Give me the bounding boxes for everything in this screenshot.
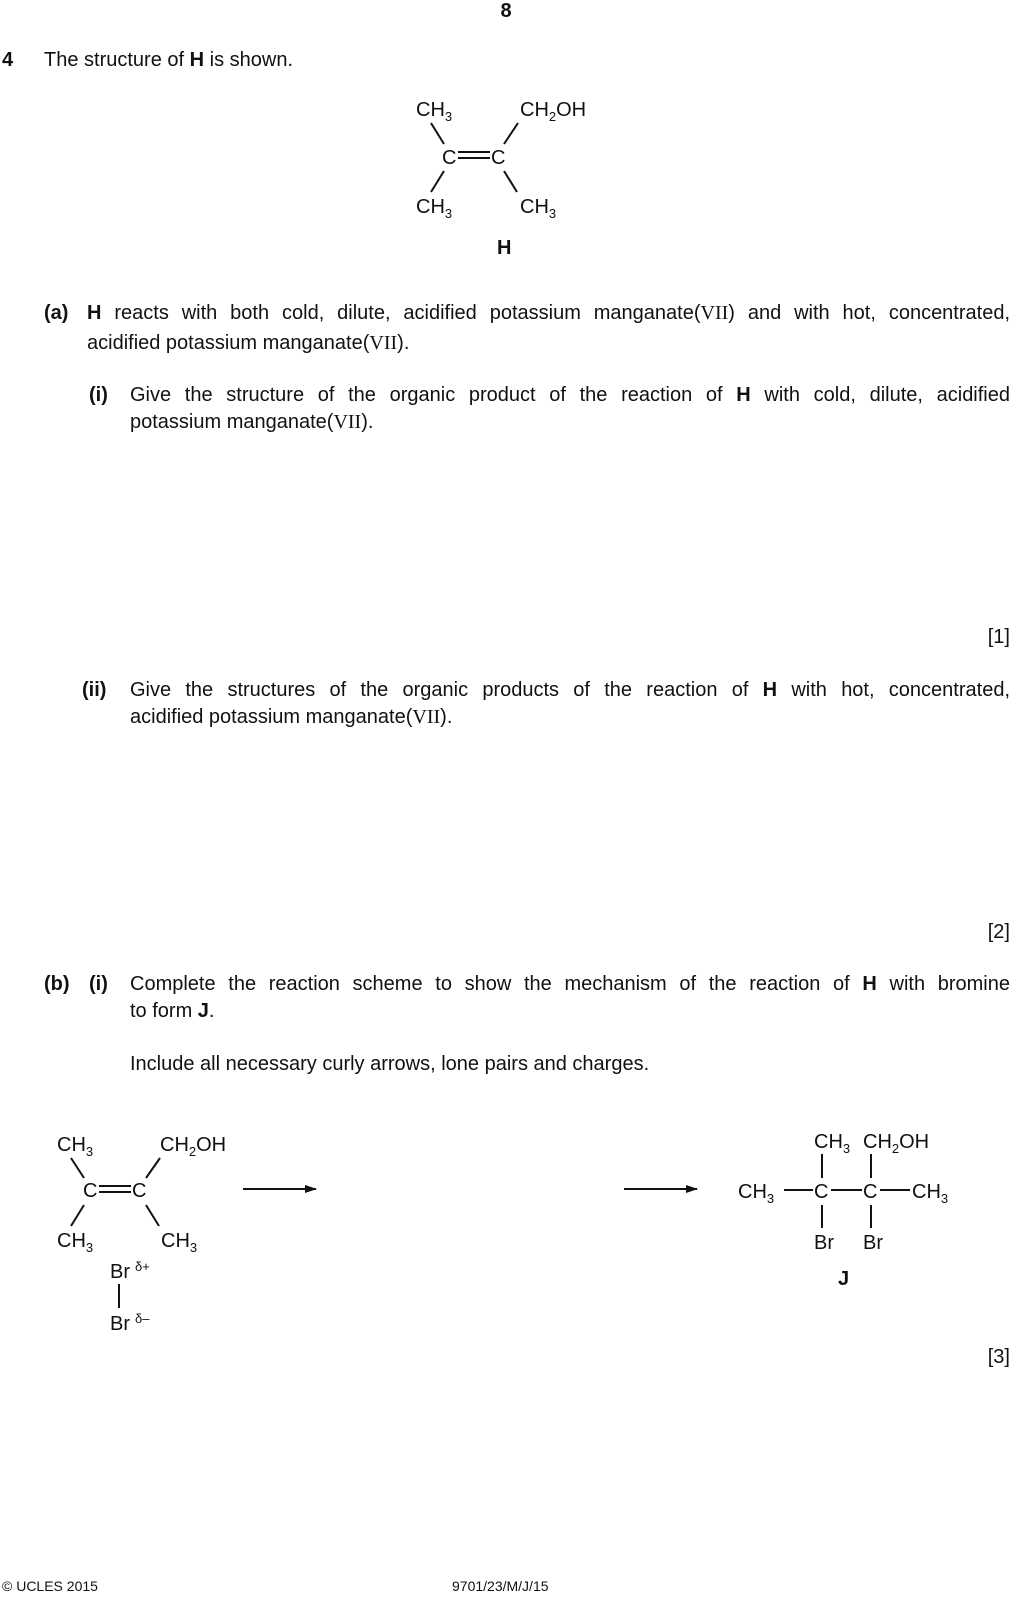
part-b-text4: . [208,1000,215,1022]
part-a-i-numeral: VII [333,411,362,433]
reactant-bond-top-right [146,1158,160,1178]
structure-h-diagram [400,88,630,263]
part-a-ii-text3: acidified potassium manganate( [130,706,413,728]
bromine-bottom: Br [110,1313,130,1335]
part-a-ii-text2: with hot, concentrated, [777,679,1010,701]
part-a-label: (a) [44,302,69,324]
h-bond-bottom-right [504,171,517,192]
part-a-text3: acidified potassium manganate( [87,332,370,354]
footer-copyright: © UCLES 2015 [2,1578,98,1594]
part-b-marks: [3] [987,1346,1010,1368]
h-bond-top-right [504,123,518,144]
page-number: 8 [500,0,512,22]
product-left-ch3: $CH_3$ [738,1181,775,1206]
product-label-j: J [838,1268,850,1290]
h-bond-top-left [431,123,444,144]
bromine-bottom-charge: δ– [135,1311,150,1326]
part-a-ii-text4: ). [440,706,453,728]
part-a-ii-numeral: VII [412,706,441,728]
footer-code: 9701/23/M/J/15 [452,1578,549,1594]
question-number: 4 [2,49,14,71]
h-bottom-left-ch3: $CH_3$ [416,196,453,221]
part-b-text3: to form [130,1000,198,1022]
bromine-top: Br [110,1261,130,1283]
part-a-ii-line2 [130,704,452,731]
part-a-i-text4: ). [361,411,374,433]
part-a-bold-h: H [87,302,102,324]
reactant-atom-left: C [83,1180,98,1202]
h-top-right-ch2oh: $CH_2OH$ [520,99,587,124]
product-right-ch3: $CH_3$ [912,1181,949,1206]
reactant-bond-bottom-left [71,1205,84,1226]
part-a-i-marks: [1] [987,626,1010,648]
h-atom-right: C [491,147,506,169]
bromine-top-charge: δ+ [135,1259,150,1274]
part-a-i-text1: Give the structure of the organic product of the reaction of [130,384,737,406]
part-a-numeral: VII [700,302,729,324]
h-label: H [497,237,512,259]
intro-bold: H [189,49,205,71]
part-a-ii-text1: Give the structures of the organic products of the reaction of [130,679,763,701]
part-b-line2 [130,998,214,1025]
part-a-numeral-2: VII [369,332,398,354]
part-b-line1 [130,971,1010,998]
product-bottom-left-br: Br [814,1232,834,1254]
part-a-i-line1 [130,382,1010,409]
part-b-text2: with bromine [876,973,1010,995]
part-a-i-text2: with cold, dilute, acidified [750,384,1011,406]
part-b-bold-j: J [197,1000,209,1022]
h-atom-left: C [442,147,457,169]
part-a-ii-marks: [2] [987,921,1010,943]
part-b-label: (b) [44,973,70,995]
part-b-instruction: Include all necessary curly arrows, lone pairs and charges. [130,1053,650,1075]
part-b-bold-h: H [862,973,877,995]
part-a-line2 [87,330,409,357]
part-a-text1: reacts with both cold, dilute, acidified potassium manganate( [101,302,701,324]
part-a-text2: ) and with hot, concentrated, [728,302,1011,324]
part-a-ii-line1 [130,677,1010,704]
h-bottom-right-ch3: $CH_3$ [520,196,557,221]
product-bottom-right-br: Br [863,1232,883,1254]
reactant-top-left-ch3: $CH_3$ [57,1134,94,1159]
part-a-i-label: (i) [89,384,108,406]
h-top-left-ch3: $CH_3$ [416,99,453,124]
intro-prefix: The structure of [44,49,190,71]
product-top-right-ch2oh: $CH_2OH$ [863,1131,930,1156]
part-a-line1 [87,300,1010,327]
part-a-ii-bold-h: H [762,679,778,701]
h-bond-bottom-left [431,171,444,192]
part-b-i-label: (i) [89,973,108,995]
reactant-bottom-right-ch3: $CH_3$ [161,1230,198,1255]
reactant-top-right-ch2oh: $CH_2OH$ [160,1134,227,1159]
product-top-left-ch3: $CH_3$ [814,1131,851,1156]
part-a-ii-label: (ii) [82,679,107,701]
part-a-i-line2 [130,409,373,436]
part-a-i-text3: potassium manganate( [130,411,334,433]
reactant-bond-bottom-right [146,1205,159,1226]
reactant-bond-top-left [71,1158,84,1178]
part-a-i-bold-h: H [736,384,751,406]
product-atom-right: C [863,1181,878,1203]
reactant-atom-right: C [132,1180,147,1202]
question-intro [44,47,293,74]
product-atom-left: C [814,1181,829,1203]
intro-suffix: is shown. [204,49,294,71]
reactant-bottom-left-ch3: $CH_3$ [57,1230,94,1255]
part-b-text1: Complete the reaction scheme to show the mechanism of the reaction of [130,973,863,995]
part-a-text4: ). [397,332,410,354]
reaction-scheme [40,1110,990,1350]
